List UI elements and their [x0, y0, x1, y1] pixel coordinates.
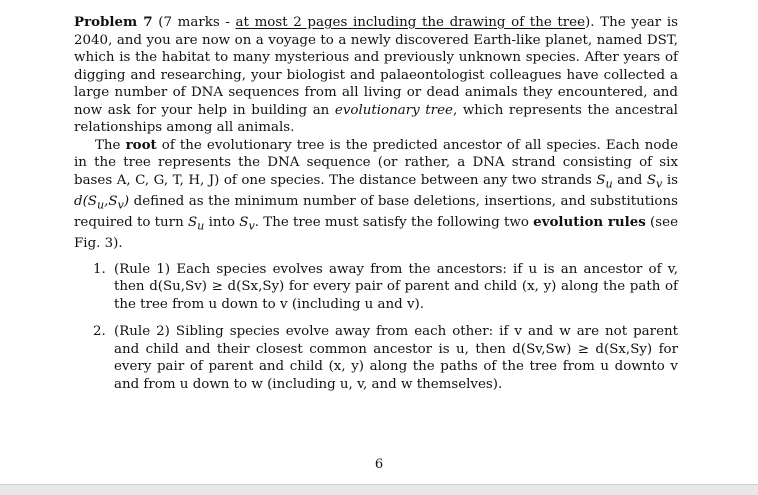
viewer-bottom-edge: [0, 484, 758, 495]
rules-list: [74, 261, 678, 394]
su-symbol-2: $S_u$: [187, 214, 205, 233]
rule-1-text: (Rule 1) Each species evolves away from the ancestors: if u is an ancestor of v, then d(Su,Sv) ≥ d(Sx,Sy) for every pair of parent and child (x, y) along the path of the tree from u down to v (including u and v).: [114, 261, 678, 312]
rule-1-number: 1.: [93, 261, 106, 277]
text-into: into: [204, 214, 240, 230]
root-term: root: [125, 136, 157, 153]
intro-end: , which represents the ancestral relationships among all animals.: [74, 102, 678, 135]
page-number: 6: [374, 457, 384, 472]
text-the: The: [95, 137, 126, 153]
rule-1: [74, 261, 678, 314]
evolution-rules-term: evolution rules: [533, 213, 646, 230]
marks-open: (7 marks -: [158, 15, 236, 30]
intro-paragraph: [74, 14, 678, 137]
evolutionary-tree-term: evolutionary tree: [334, 102, 453, 118]
text-is: is: [662, 172, 678, 188]
page-limit: at most 2 pages including the drawing of the tree: [235, 15, 586, 30]
distance-symbol: $d(S_u,S_v)$: [74, 193, 130, 212]
problem-label: Problem 7: [74, 14, 153, 30]
text-p2d: (see Fig. 3).: [74, 214, 678, 252]
text-p2a: of the evolutionary tree is the predicted ancestor of all species. Each node in the tree represents the DNA sequence (or rather, a DNA strand consisting of six bases A, C, G, T, H, J) of one species. The distance between any two strands: [74, 137, 678, 188]
text-p2b: defined as the minimum number of base deletions, insertions, and substitutions required to turn: [74, 193, 678, 230]
text-and: and: [612, 172, 647, 188]
problem-body: [74, 14, 678, 403]
intro-text: The year is 2040, and you are now on a voyage to a newly discovered Earth-like planet, named DST, which is the habitat to many mysterious and previously unknown species. After years of digging and researching, your biologist and palaeontologist colleagues have collected a large number of DNA sequences from all living or dead animals they encountered, and now ask for your help in building an: [74, 15, 678, 118]
su-symbol: $S_u$: [596, 172, 613, 191]
rule-2: [74, 323, 678, 393]
marks-close: ).: [585, 15, 595, 30]
text-p2c: . The tree must satisfy the following two: [254, 214, 534, 230]
definition-paragraph: [74, 137, 678, 253]
rule-2-number: 2.: [93, 324, 106, 340]
sv-symbol-2: $S_v$: [239, 214, 255, 233]
rule-2-text: (Rule 2) Sibling species evolve away from each other: if v and w are not parent and child and their closest common ancestor is u, then d(Sv,Sw) ≥ d(Sx,Sy) for every pair of parent and child (x, y) along the paths of the tree from u downto v and from u down to w (including u, v, and w themselves).: [114, 324, 678, 392]
sv-symbol: $S_v$: [646, 172, 663, 191]
